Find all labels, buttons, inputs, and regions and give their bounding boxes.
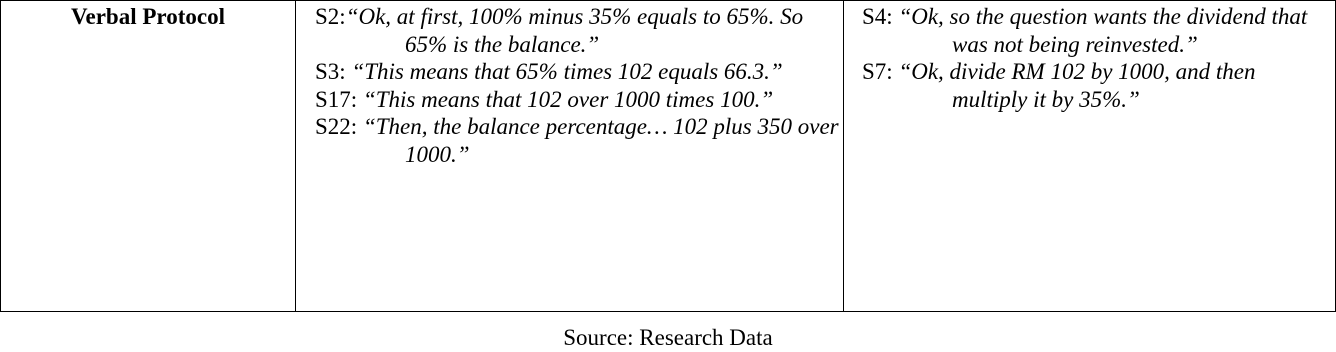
protocol-entry-s2 [315, 3, 843, 58]
protocol-column-right [844, 1, 1336, 312]
protocol-entry-s7 [862, 58, 1335, 113]
speaker-label: S7: [862, 59, 899, 84]
quote-text: “This means that 65% times 102 equals 66.3.” [351, 59, 783, 84]
protocol-column-middle [296, 1, 844, 312]
quote-text: “Ok, divide RM 102 by 1000, and then multiply it by 35%.” [898, 59, 1256, 112]
quote-text: “Then, the balance percentage… 102 plus 350 over 1000.” [362, 114, 839, 167]
protocol-entry-s4 [862, 3, 1335, 58]
quote-text: “Ok, so the question wants the dividend that was not being reinvested.” [898, 4, 1308, 57]
speaker-label: S22: [315, 114, 363, 139]
speaker-label: S2: [315, 4, 346, 29]
row-label: Verbal Protocol [71, 4, 225, 29]
quote-text: “This means that 102 over 1000 times 100.” [362, 86, 774, 112]
protocol-entry-s22 [315, 113, 843, 168]
speaker-label: S3: [315, 59, 352, 84]
quote-text: “Ok, at first, 100% minus 35% equals to 65%. So 65% is the balance.” [345, 4, 804, 57]
protocol-entry-s17 [315, 86, 843, 114]
table-row [1, 1, 1336, 312]
source-caption: Source: Research Data [563, 325, 773, 350]
protocol-entry-s3 [315, 58, 843, 86]
speaker-label: S4: [862, 4, 899, 29]
speaker-label: S17: [315, 86, 363, 112]
row-label-cell [1, 1, 296, 312]
